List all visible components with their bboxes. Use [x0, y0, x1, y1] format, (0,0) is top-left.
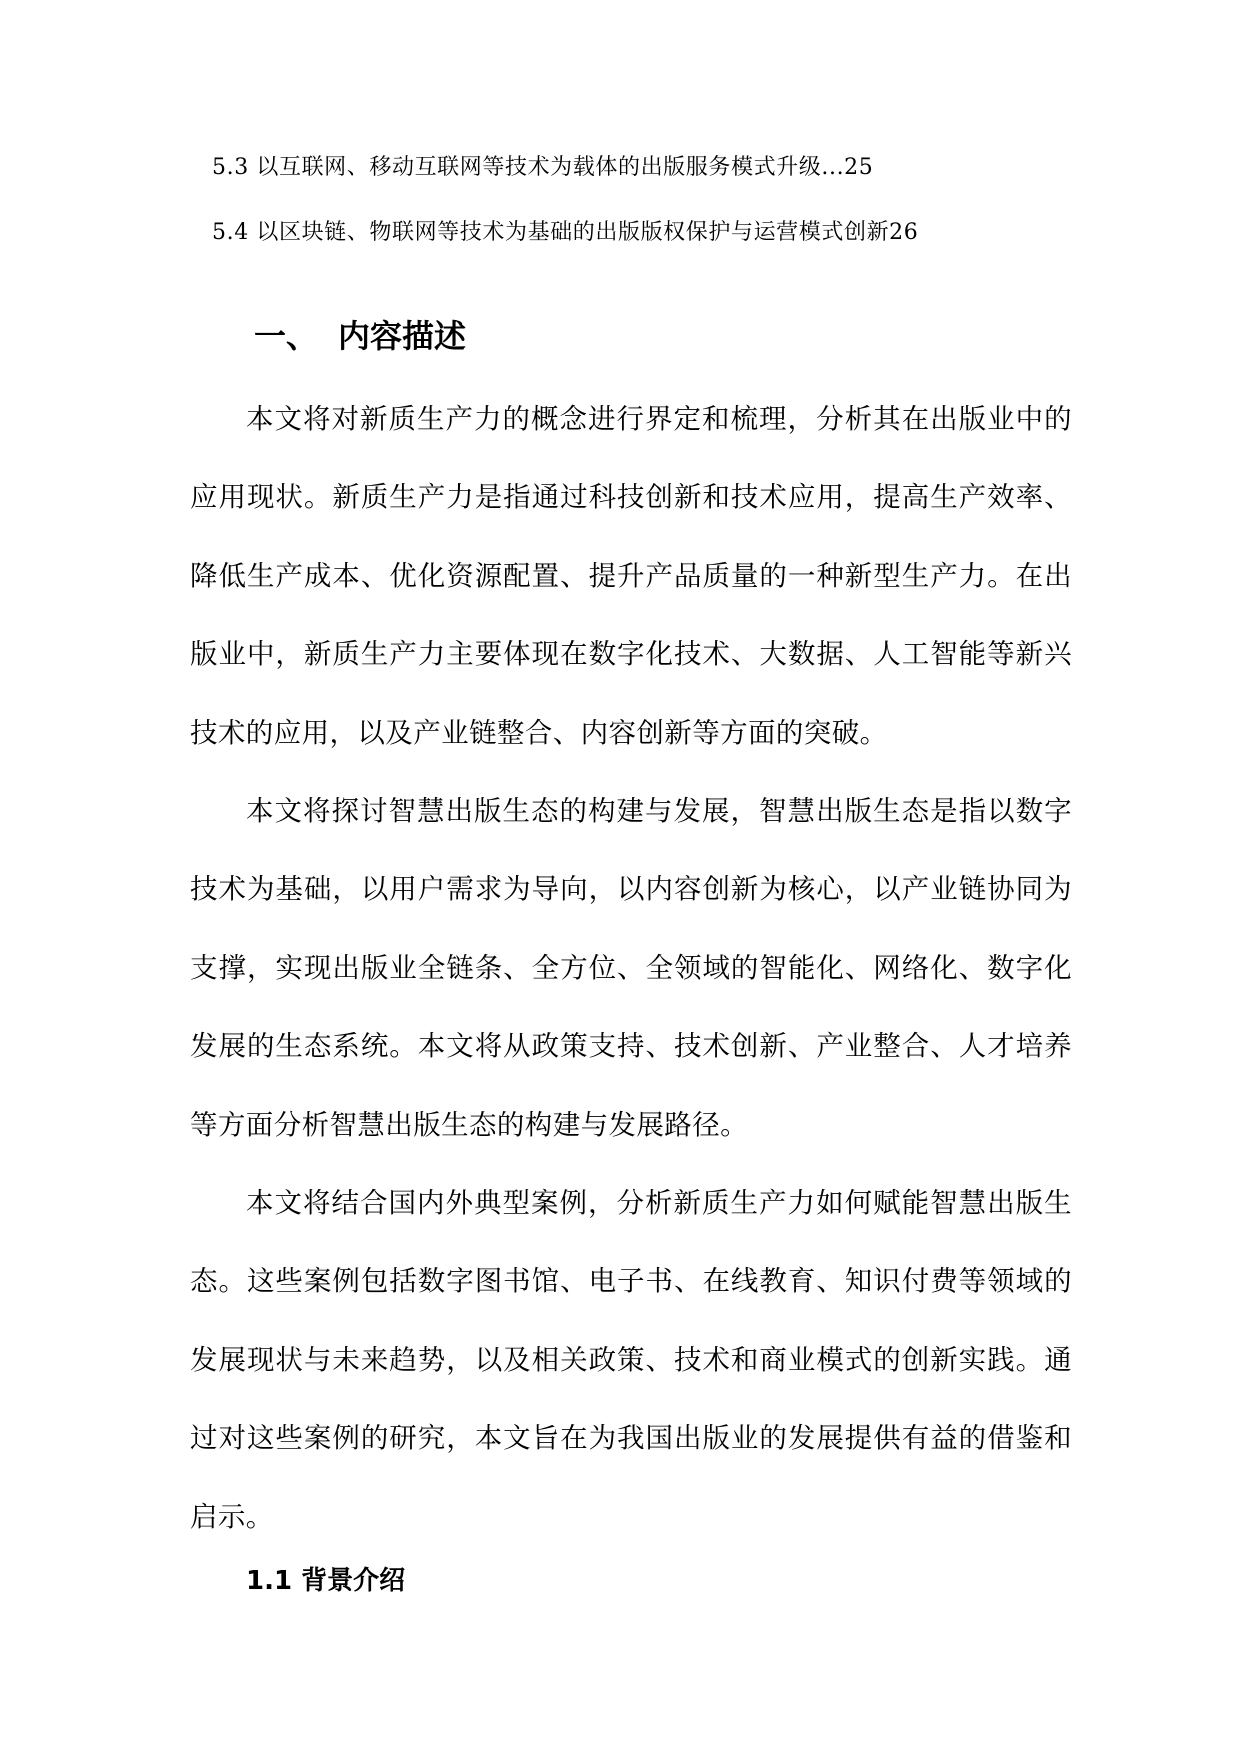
subsection-number: 1.1	[246, 1566, 293, 1596]
section-title: 内容描述	[338, 317, 467, 355]
body-paragraph-3: 本文将结合国内外典型案例，分析新质生产力如何赋能智慧出版生态。这些案例包括数字图书馆、电子书、在线教育、知识付费等领域的发展现状与未来趋势，以及相关政策、技术和商业模式的创新实践。通过对这些案例的研究，本文旨在为我国出版业的发展提供有益的借鉴和启示。	[190, 1187, 1072, 1533]
body-paragraph-1: 本文将对新质生产力的概念进行界定和梳理，分析其在出版业中的应用现状。新质生产力是指通过科技创新和技术应用，提高生产效率、降低生产成本、优化资源配置、提升产品质量的一种新型生产力。在出版业中，新质生产力主要体现在数字化技术、大数据、人工智能等新兴技术的应用，以及产业链整合、内容创新等方面的突破。	[190, 403, 1072, 749]
body-paragraph-2: 本文将探讨智慧出版生态的构建与发展，智慧出版生态是指以数字技术为基础，以用户需求为导向，以内容创新为核心，以产业链协同为支撑，实现出版业全链条、全方位、全领域的智能化、网络化、数字化发展的生态系统。本文将从政策支持、技术创新、产业整合、人才培养等方面分析智慧出版生态的构建与发展路径。	[190, 795, 1072, 1141]
subsection-heading	[246, 1564, 405, 1598]
toc-entry-5-3[interactable]: 5.3 以互联网、移动互联网等技术为载体的出版服务模式升级...25	[212, 155, 874, 180]
section-number: 一、	[254, 317, 319, 355]
toc-entry-5-4[interactable]: 5.4 以区块链、物联网等技术为基础的出版版权保护与运营模式创新26	[212, 220, 919, 245]
section-heading	[254, 316, 466, 356]
subsection-title: 背景介绍	[301, 1566, 406, 1596]
